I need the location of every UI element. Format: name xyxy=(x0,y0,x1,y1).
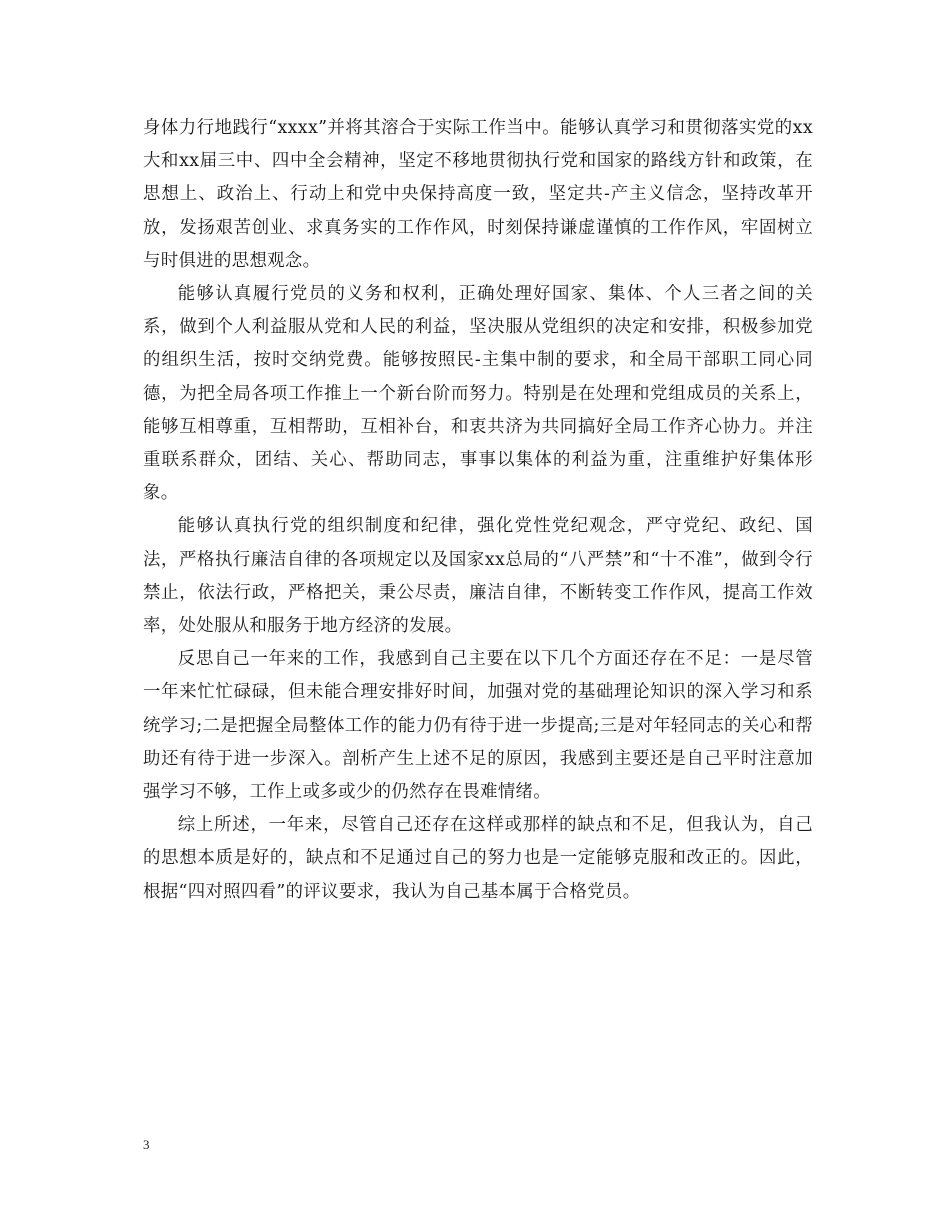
paragraph-3: 能够认真执行党的组织制度和纪律，强化党性党纪观念，严守党纪、政纪、国法，严格执行廉洁自律的各项规定以及国家xx总局的“八严禁”和“十不准”，做到令行禁止，依法行政，严格把关，秉公尽责，廉洁自律，不断转变工作作风，提高工作效率，处处服从和服务于地方经济的发展。 xyxy=(143,516,813,637)
page-number: 3 xyxy=(143,1137,150,1152)
paragraph-5: 综上所述，一年来，尽管自己还存在这样或那样的缺点和不足，但我认为，自己的思想本质是好的，缺点和不足通过自己的努力也是一定能够克服和改正的。因此，根据“四对照四看”的评议要求，我认为自己基本属于合格党员。 xyxy=(143,815,813,902)
paragraph-1: 身体力行地践行“xxxx”并将其溶合于实际工作当中。能够认真学习和贯彻落实党的xx大和xx届三中、四中全会精神，坚定不移地贯彻执行党和国家的路线方针和政策，在思想上、政治上、行动上和党中央保持高度一致，坚定共-产主义信念，坚持改革开放，发扬艰苦创业、求真务实的工作作风，时刻保持谦虚谨慎的工作作风，牢固树立与时俱进的思想观念。 xyxy=(143,118,813,271)
paragraph-4: 反思自己一年来的工作，我感到自己主要在以下几个方面还存在不足：一是尽管一年来忙忙碌碌，但未能合理安排好时间，加强对党的基础理论知识的深入学习和系统学习;二是把握全局整体工作的能力仍有待于进一步提高;三是对年轻同志的关心和帮助还有待于进一步深入。剖析产生上述不足的原因，我感到主要还是自己平时注意加强学习不够，工作上或多或少的仍然存在畏难情绪。 xyxy=(143,649,813,803)
document-body xyxy=(143,112,813,909)
paragraph-2: 能够认真履行党员的义务和权利，正确处理好国家、集体、个人三者之间的关系，做到个人利益服从党和人民的利益，坚决服从党组织的决定和安排，积极参加党的组织生活，按时交纳党费。能够按照民-主集中制的要求，和全局干部职工同心同德，为把全局各项工作推上一个新台阶而努力。特别是在处理和党组成员的关系上，能够互相尊重，互相帮助，互相补台，和衷共济为共同搞好全局工作齐心协力。并注重联系群众，团结、关心、帮助同志，事事以集体的利益为重，注重维护好集体形象。 xyxy=(143,284,813,504)
